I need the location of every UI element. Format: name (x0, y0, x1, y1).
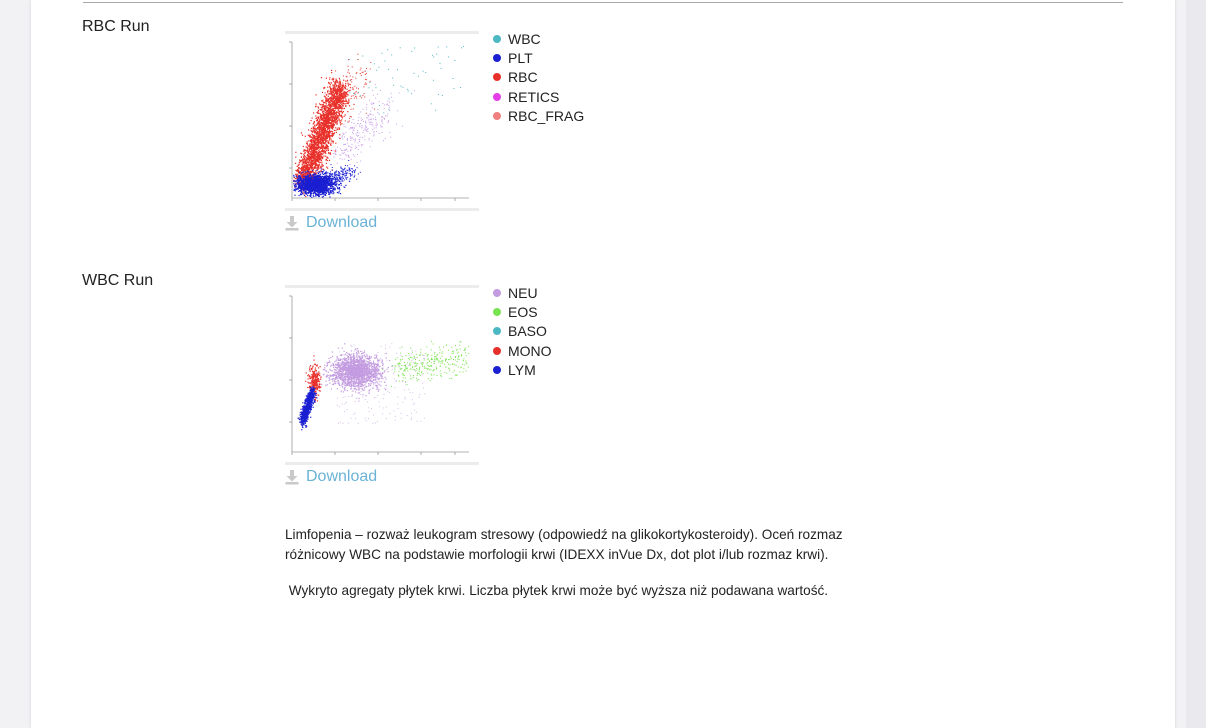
legend-item-plt (493, 48, 584, 67)
rbc-download-link[interactable] (285, 214, 377, 232)
legend-label: RBC (508, 69, 538, 86)
legend-swatch (493, 35, 501, 43)
eos-dots (382, 341, 469, 387)
note-line-2: różnicowy WBC na podstawie morfologii krwi (IDEXX inVue Dx, dot plot i/lub rozmaz krwi). (285, 547, 829, 562)
legend-swatch (493, 308, 501, 316)
rbc-scatter-chart (285, 34, 479, 208)
wbc-download-label[interactable]: Download (306, 468, 378, 485)
legend-swatch (493, 112, 501, 120)
neu-dots (316, 343, 397, 399)
lym-dots (298, 386, 318, 430)
legend-item-rbc-frag (493, 106, 584, 125)
legend-item-eos (493, 302, 552, 321)
rbc-download-label[interactable]: Download (306, 214, 378, 231)
legend-swatch (493, 73, 501, 81)
legend-item-neu (493, 283, 552, 302)
legend-label: EOS (508, 303, 538, 320)
legend-item-retics (493, 87, 584, 106)
legend-swatch (493, 54, 501, 62)
legend-label: PLT (508, 49, 533, 66)
legend-swatch (493, 289, 501, 297)
interpretation-note (285, 525, 843, 565)
platelet-clump-note: Wykryto agregaty płytek krwi. Liczba płytek krwi może być wyższa niż podawana wartość. (285, 583, 829, 598)
legend-swatch (493, 347, 501, 355)
legend-item-rbc (493, 68, 584, 87)
rbc-run-title: RBC Run (82, 18, 150, 35)
wbc-dot-plot (285, 285, 479, 465)
legend-label: BASO (508, 323, 547, 340)
legend-label: MONO (508, 342, 552, 359)
legend-item-mono (493, 341, 552, 360)
wbc-run-title: WBC Run (82, 272, 154, 289)
legend-swatch (493, 366, 501, 374)
wbc-legend (493, 283, 552, 379)
wbc-download-link[interactable] (285, 468, 377, 486)
legend-item-baso (493, 322, 552, 341)
section-divider (83, 2, 1123, 3)
wbc-scatter-chart (285, 288, 479, 462)
legend-label: RETICS (508, 88, 560, 105)
legend-swatch (493, 327, 501, 335)
rbc-legend (493, 29, 584, 125)
scrollbar-track[interactable] (1186, 0, 1206, 728)
rbc-dot-plot (285, 31, 479, 211)
legend-label: RBC_FRAG (508, 107, 585, 124)
report-page (31, 0, 1175, 728)
legend-label: NEU (508, 284, 538, 301)
legend-label: WBC (508, 30, 541, 47)
legend-item-lym (493, 360, 552, 379)
download-icon (285, 469, 299, 485)
download-icon (285, 215, 299, 231)
legend-item-wbc (493, 29, 584, 48)
note-line-1: Limfopenia – rozważ leukogram stresowy (odpowiedź na glikokortykosteroidy). Oceń rozmaz (285, 527, 843, 542)
wbc-dots (349, 46, 464, 115)
legend-label: LYM (508, 361, 536, 378)
legend-swatch (493, 93, 501, 101)
